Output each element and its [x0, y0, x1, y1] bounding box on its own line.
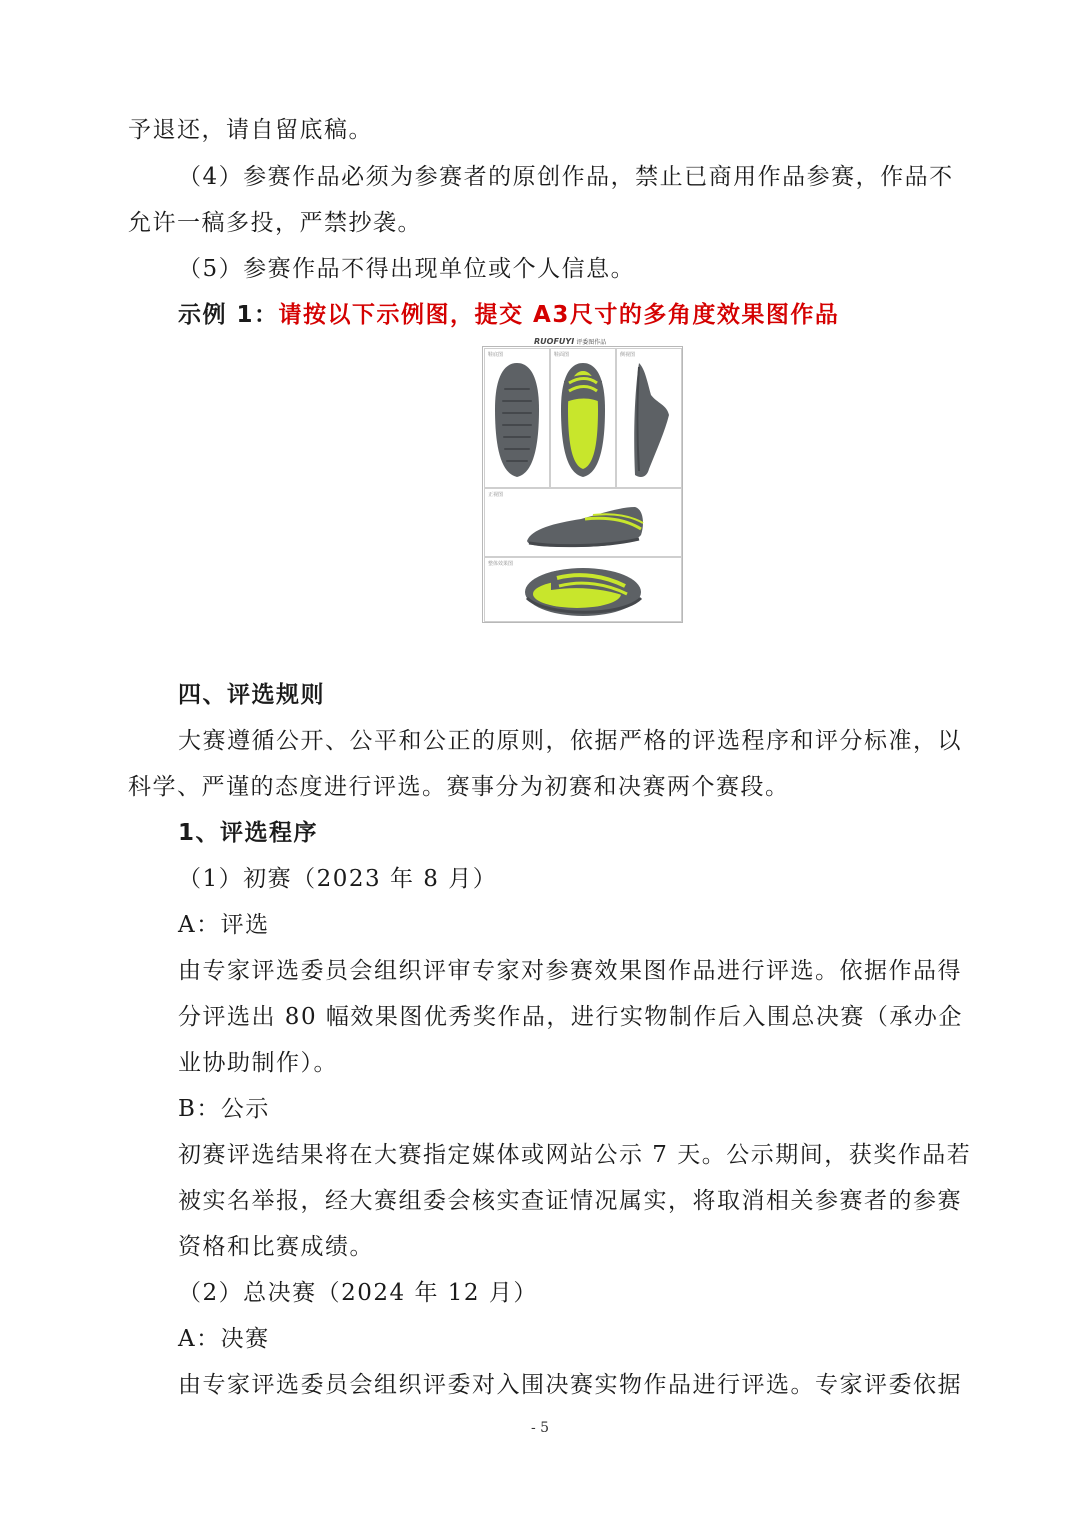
brand-logo: RUOFUYI 评委图作品 [534, 337, 607, 346]
figure-cell-sole [484, 348, 550, 488]
text-line: 由专家评选委员会组织评审专家对参赛效果图作品进行评选。依据作品得 [178, 958, 962, 984]
figure-cell-label: 正视图 [488, 492, 504, 498]
text-line: 科学、严谨的态度进行评选。赛事分为初赛和决赛两个赛段。 [128, 774, 790, 800]
text-line: B：公示 [178, 1096, 270, 1122]
text-line: 由专家评选委员会组织评委对入围决赛实物作品进行评选。专家评委依据 [178, 1372, 962, 1398]
slipper-side-illustration [617, 349, 681, 487]
text-line: 分评选出 80 幅效果图优秀奖作品，进行实物制作后入围总决赛（承办企 [178, 1004, 963, 1030]
figure-cell-label: 侧视图 [620, 352, 636, 358]
text-line: （4）参赛作品必须为参赛者的原创作品，禁止已商用作品参赛，作品不 [178, 164, 954, 190]
text-line: 允许一稿多投，严禁抄袭。 [128, 210, 422, 236]
figure-sheet [482, 346, 683, 623]
example-label: 示例 1： [178, 302, 279, 328]
text-line: A：评选 [178, 912, 270, 938]
slipper-sole-illustration [485, 349, 549, 487]
text-line: 资格和比赛成绩。 [178, 1234, 374, 1260]
slipper-profile-illustration [485, 489, 681, 556]
figure-cell-top [550, 348, 616, 488]
text-line: （5）参赛作品不得出现单位或个人信息。 [178, 256, 636, 282]
slipper-perspective-illustration [485, 558, 681, 621]
text-line: （2）总决赛（2024 年 12 月） [178, 1280, 538, 1306]
figure-cell-side [616, 348, 682, 488]
figure-cell-profile [484, 488, 682, 557]
text-line: 业协助制作）。 [178, 1050, 338, 1076]
subsection-heading: 1、评选程序 [178, 820, 319, 846]
text-line: 大赛遵循公开、公平和公正的原则，依据严格的评选程序和评分标准，以 [178, 728, 962, 754]
slipper-top-illustration [551, 349, 615, 487]
text-line: （1）初赛（2023 年 8 月） [178, 866, 498, 892]
page-number: - 5 [530, 1420, 550, 1436]
text-line: 被实名举报，经大赛组委会核实查证情况属实，将取消相关参赛者的参赛 [178, 1188, 962, 1214]
figure-cell-label: 鞋面图 [554, 352, 570, 358]
figure-cell-perspective [484, 557, 682, 622]
example-caption [178, 299, 839, 331]
slipper-example-figure [482, 337, 683, 622]
figure-cell-label: 鞋底图 [488, 352, 504, 358]
text-line: A：决赛 [178, 1326, 270, 1352]
section-heading: 四、评选规则 [178, 682, 325, 708]
figure-cell-label: 整体效果图 [488, 561, 514, 567]
example-instruction: 请按以下示例图，提交 A3尺寸的多角度效果图作品 [278, 302, 840, 328]
text-line: 予退还，请自留底稿。 [128, 117, 373, 143]
text-line: 初赛评选结果将在大赛指定媒体或网站公示 7 天。公示期间，获奖作品若 [178, 1142, 972, 1168]
